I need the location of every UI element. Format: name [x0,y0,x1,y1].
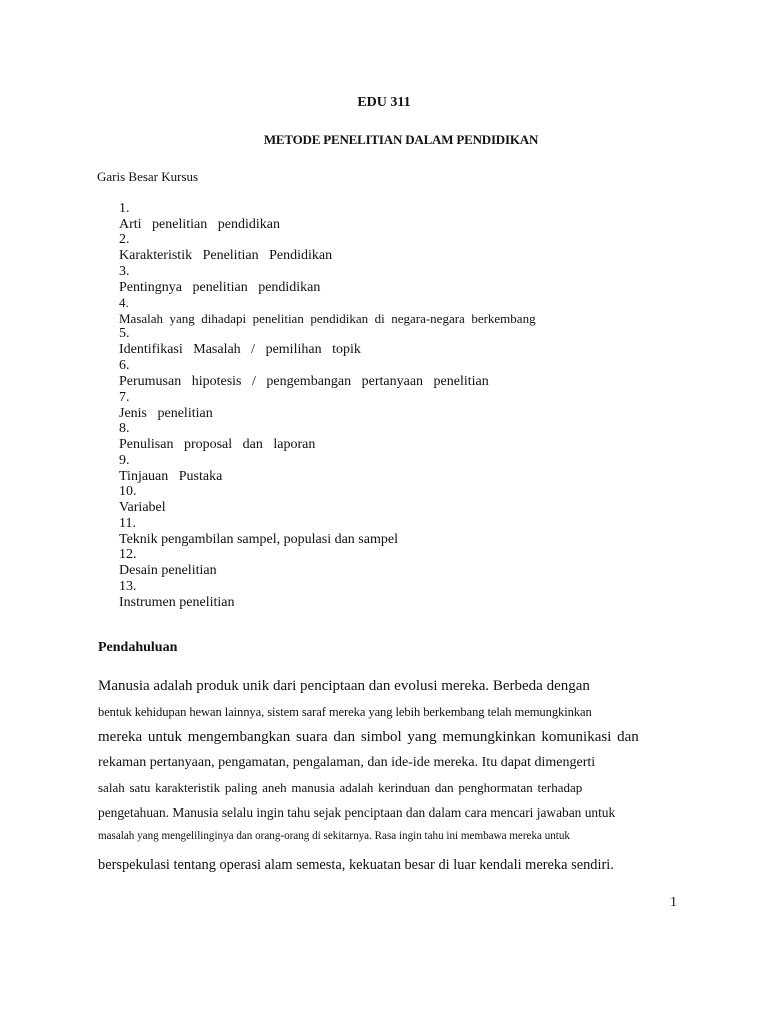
outline-item [119,358,489,390]
outline-item-text: Variabel [119,500,166,515]
outline-item [119,390,213,422]
course-code: EDU 311 [357,95,411,110]
paragraph-line: masalah yang mengelilinginya dan orang-orang di sekitarnya. Rasa ingin tahu ini membawa mereka untuk [98,830,570,842]
outline-item-text: Tinjauan Pustaka [119,469,223,484]
outline-item-text: Instrumen penelitian [119,595,235,610]
outline-item-text: Penulisan proposal dan laporan [119,437,316,452]
outline-item [119,326,361,358]
paragraph-line: salah satu karakteristik paling aneh manusia adalah kerinduan dan penghormatan terhadap [98,780,583,795]
outline-item [119,264,320,296]
paragraph-line: mereka untuk mengembangkan suara dan simbol yang memungkinkan komunikasi dan [98,729,639,745]
outline-item [119,453,222,485]
outline-item-text: Karakteristik Penelitian Pendidikan [119,248,333,263]
outline-item [119,516,398,548]
outline-item [119,421,315,453]
outline-item-text: Identifikasi Masalah / pemilihan topik [119,342,361,357]
outline-label: Garis Besar Kursus [97,169,199,184]
outline-item [119,579,234,611]
outline-item-text: Jenis penelitian [119,406,213,421]
outline-item-text: Perumusan hipotesis / pengembangan pertanyaan penelitian [119,374,489,389]
outline-item-text: Teknik pengambilan sampel, populasi dan sampel [119,532,398,547]
outline-item [119,232,332,264]
outline-item-number: 12. [119,547,137,562]
outline-item-number: 5. [119,326,130,341]
paragraph-line: pengetahuan. Manusia selalu ingin tahu sejak penciptaan dan dalam cara mencari jawaban untuk [98,805,616,820]
outline-item-number: 4. [119,295,129,310]
outline-item-number: 11. [119,516,136,531]
paragraph-line: Manusia adalah produk unik dari penciptaan dan evolusi mereka. Berbeda dengan [98,678,590,694]
outline-item [119,484,166,516]
outline-item [119,547,217,579]
outline-item [119,295,536,327]
outline-item [119,201,280,233]
outline-item-number: 9. [119,453,130,468]
section-heading: Pendahuluan [98,640,178,655]
outline-item-text: Desain penelitian [119,563,217,578]
page-number: 1 [670,895,677,910]
outline-item-number: 13. [119,579,137,594]
outline-item-number: 8. [119,421,130,436]
paragraph-line: bentuk kehidupan hewan lainnya, sistem saraf mereka yang lebih berkembang telah memungkinkan [98,705,592,719]
course-title: METODE PENELITIAN DALAM PENDIDIKAN [263,132,539,147]
outline-item-text: Pentingnya penelitian pendidikan [119,280,321,295]
outline-item-text: Arti penelitian pendidikan [119,217,280,232]
outline-item-text: Masalah yang dihadapi penelitian pendidikan di negara-negara berkembang [119,311,536,326]
outline-item-number: 3. [119,264,130,279]
outline-item-number: 2. [119,232,130,247]
paragraph-line: berspekulasi tentang operasi alam semesta, kekuatan besar di luar kendali mereka sendiri. [98,857,614,873]
paragraph-line: rekaman pertanyaan, pengamatan, pengalaman, dan ide-ide mereka. Itu dapat dimengerti [98,755,596,770]
outline-item-number: 1. [119,201,130,216]
outline-item-number: 7. [119,390,130,405]
outline-item-number: 10. [119,484,137,499]
outline-item-number: 6. [119,358,130,373]
